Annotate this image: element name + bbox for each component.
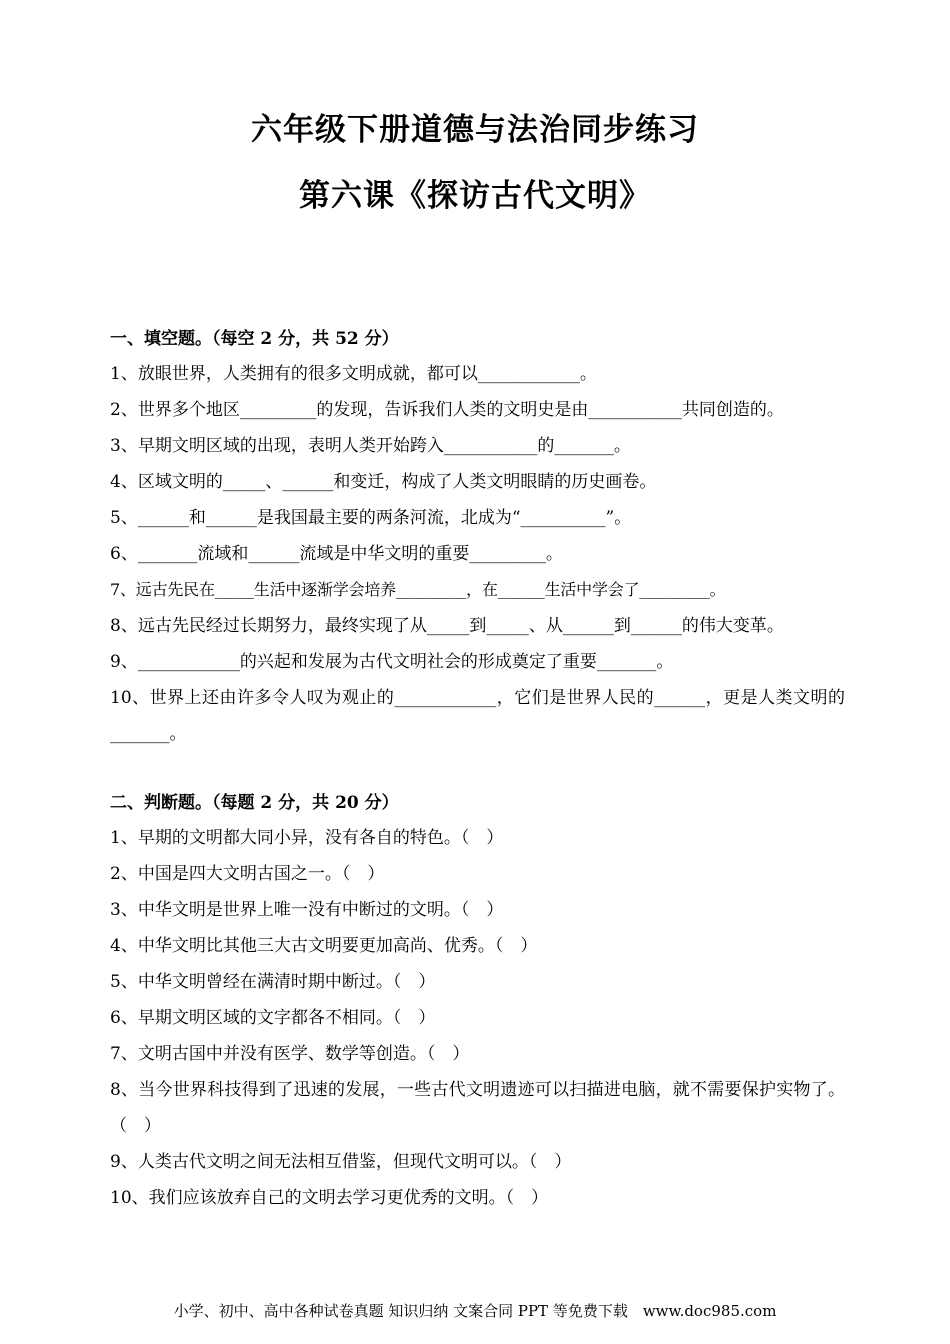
page-subtitle: 第六课《探访古代文明》: [299, 178, 651, 214]
fill-blank-question-5: 5、______和______是我国最主要的两条河流，北成为“__________”。: [110, 508, 632, 528]
worksheet-content: [110, 322, 845, 1216]
true-false-question-10: 10、我们应该放弃自己的文明去学习更优秀的文明。（ ）: [110, 1188, 549, 1208]
fill-blank-question-7: 7、远古先民在_____生活中逐渐学会培养_________，在______生活中学会了_________。: [110, 580, 726, 599]
true-false-question-2: 2、中国是四大文明古国之一。（ ）: [110, 864, 385, 884]
fill-blank-question-10: 10、世界上还由许多令人叹为观止的____________，它们是世界人民的______，更是人类文明的_______。: [110, 688, 845, 744]
true-false-question-7: 7、文明古国中并没有医学、数学等创造。（ ）: [110, 1044, 470, 1064]
page-title: 六年级下册道德与法治同步练习: [251, 112, 699, 148]
fill-blank-question-6: 6、_______流域和______流域是中华文明的重要_________。: [110, 544, 563, 564]
section-fill-blank-heading: 一、填空题。（每空 2 分，共 52 分）: [110, 329, 399, 349]
true-false-question-3: 3、中华文明是世界上唯一没有中断过的文明。（ ）: [110, 900, 504, 920]
true-false-question-6: 6、早期文明区域的文字都各不相同。（ ）: [110, 1008, 436, 1028]
fill-blank-question-3: 3、早期文明区域的出现，表明人类开始跨入___________的_______。: [110, 436, 631, 456]
true-false-question-1: 1、早期的文明都大同小异，没有各自的特色。（ ）: [110, 828, 504, 848]
true-false-question-5: 5、中华文明曾经在满清时期中断过。（ ）: [110, 972, 436, 992]
fill-blank-question-2: 2、世界多个地区_________的发现，告诉我们人类的文明史是由___________共同创造的。: [110, 400, 784, 420]
fill-blank-question-4: 4、区域文明的_____、______和变迁，构成了人类文明眼睛的历史画卷。: [110, 472, 657, 492]
true-false-question-8: 8、当今世界科技得到了迅速的发展，一些古代文明遗迹可以扫描进电脑，就不需要保护实物了。（ ）: [110, 1080, 845, 1136]
fill-blank-question-1: 1、放眼世界，人类拥有的很多文明成就，都可以____________。: [110, 364, 597, 384]
section-spacer: [110, 752, 845, 786]
fill-blank-question-8: 8、远古先民经过长期努力，最终实现了从_____到_____、从______到______的伟大变革。: [110, 616, 784, 636]
footer-download-notice: 小学、初中、高中各种试卷真题 知识归纳 文案合同 PPT 等免费下载 www.doc985.com: [173, 1302, 777, 1320]
true-false-question-9: 9、人类古代文明之间无法相互借鉴，但现代文明可以。（ ）: [110, 1152, 572, 1172]
fill-blank-question-9: 9、____________的兴起和发展为古代文明社会的形成奠定了重要_______。: [110, 652, 674, 672]
true-false-question-4: 4、中华文明比其他三大古文明要更加高尚、优秀。（ ）: [110, 936, 538, 956]
section-true-false-heading: 二、判断题。（每题 2 分，共 20 分）: [110, 793, 399, 813]
